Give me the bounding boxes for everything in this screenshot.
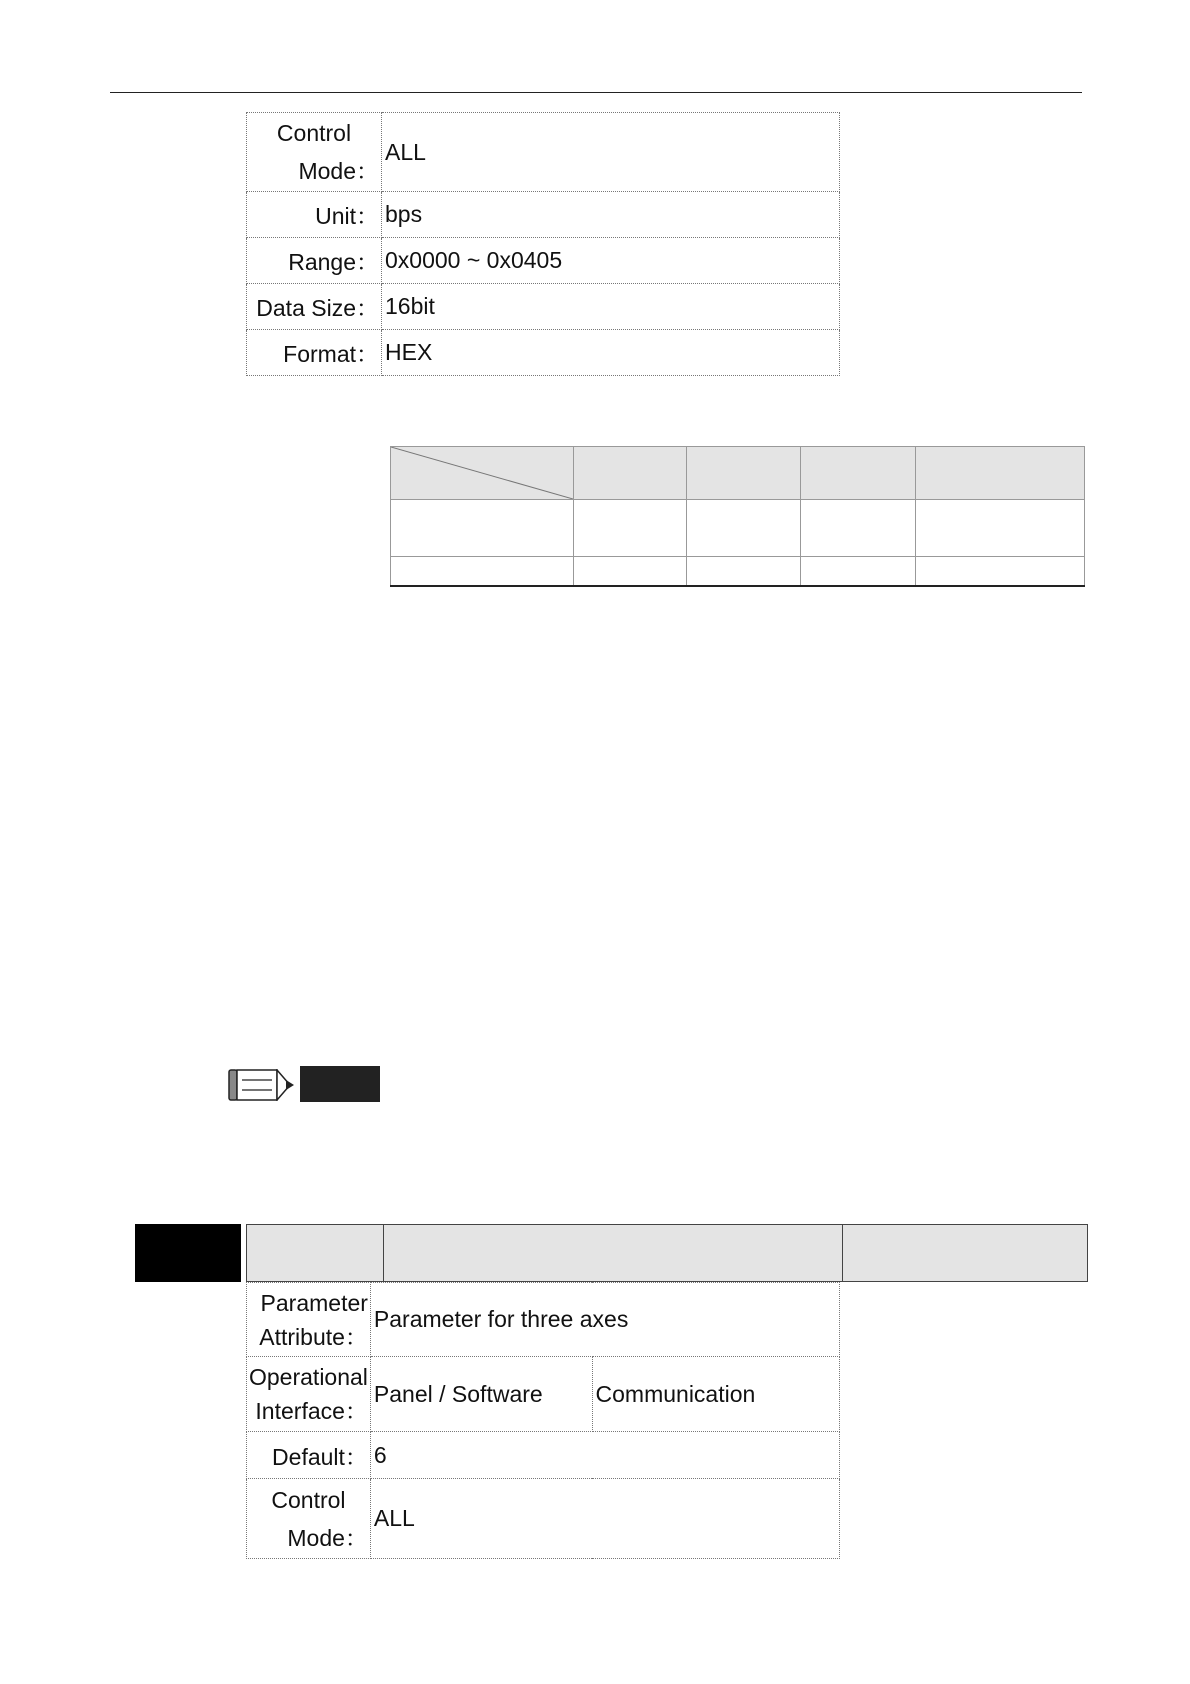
parameter-info-table (246, 1282, 840, 1559)
data-size-label: Data Size： (247, 284, 382, 330)
unit-label: Unit： (247, 192, 382, 238)
table-row (247, 330, 840, 376)
format-label: Format： (247, 330, 382, 376)
interface-panel-software: Panel / Software (370, 1357, 592, 1432)
diagonal-header-cell (391, 447, 574, 500)
data-size-value: 16bit (382, 284, 840, 330)
page-header-rule (110, 92, 1082, 93)
operational-interface-label: Operational Interface： (247, 1357, 371, 1432)
table-row (247, 1357, 840, 1432)
grid-cell (574, 557, 687, 587)
grid-row (391, 500, 1085, 557)
grid-header-cell (801, 447, 916, 500)
table-row (247, 1479, 840, 1559)
grid-cell (916, 557, 1085, 587)
parameter-header-bar (246, 1224, 1088, 1282)
parameter-attribute-value: Parameter for three axes (370, 1283, 839, 1357)
grid-cell (687, 557, 801, 587)
format-value: HEX (382, 330, 840, 376)
interface-communication: Communication (592, 1357, 839, 1432)
range-label: Range： (247, 238, 382, 284)
pencil-note-icon (228, 1069, 296, 1101)
control-mode-value: ALL (382, 113, 840, 192)
control-mode-label: Control Mode： (247, 1479, 371, 1559)
grid-header-cell (916, 447, 1085, 500)
grid-header-row (391, 447, 1085, 500)
unit-value: bps (382, 192, 840, 238)
parameter-address-cell (843, 1225, 1088, 1282)
grid-cell (391, 500, 574, 557)
note-label-block (300, 1066, 380, 1102)
grid-cell (801, 557, 916, 587)
grid-cell (574, 500, 687, 557)
parameter-attribute-label: Parameter Attribute： (247, 1283, 371, 1357)
note-marker (228, 1064, 380, 1102)
table-row (247, 1432, 840, 1479)
control-mode-label: Control Mode： (247, 113, 382, 192)
grid-cell (916, 500, 1085, 557)
table-row (247, 238, 840, 284)
control-mode-value: ALL (370, 1479, 839, 1559)
setting-grid-table (390, 446, 1085, 587)
table-row (247, 192, 840, 238)
table-row (247, 113, 840, 192)
grid-cell (687, 500, 801, 557)
parameter-number-block (135, 1224, 241, 1282)
grid-row (391, 557, 1085, 587)
grid-cell (391, 557, 574, 587)
grid-header-cell (687, 447, 801, 500)
grid-header-cell (574, 447, 687, 500)
grid-cell (801, 500, 916, 557)
parameter-name-cell (384, 1225, 843, 1282)
diagonal-line (391, 447, 573, 499)
table-row (247, 1283, 840, 1357)
default-value: 6 (370, 1432, 839, 1479)
range-value: 0x0000 ~ 0x0405 (382, 238, 840, 284)
default-label: Default： (247, 1432, 371, 1479)
parameter-code-cell (247, 1225, 384, 1282)
table-row (247, 284, 840, 330)
parameter-info-table (246, 112, 840, 376)
